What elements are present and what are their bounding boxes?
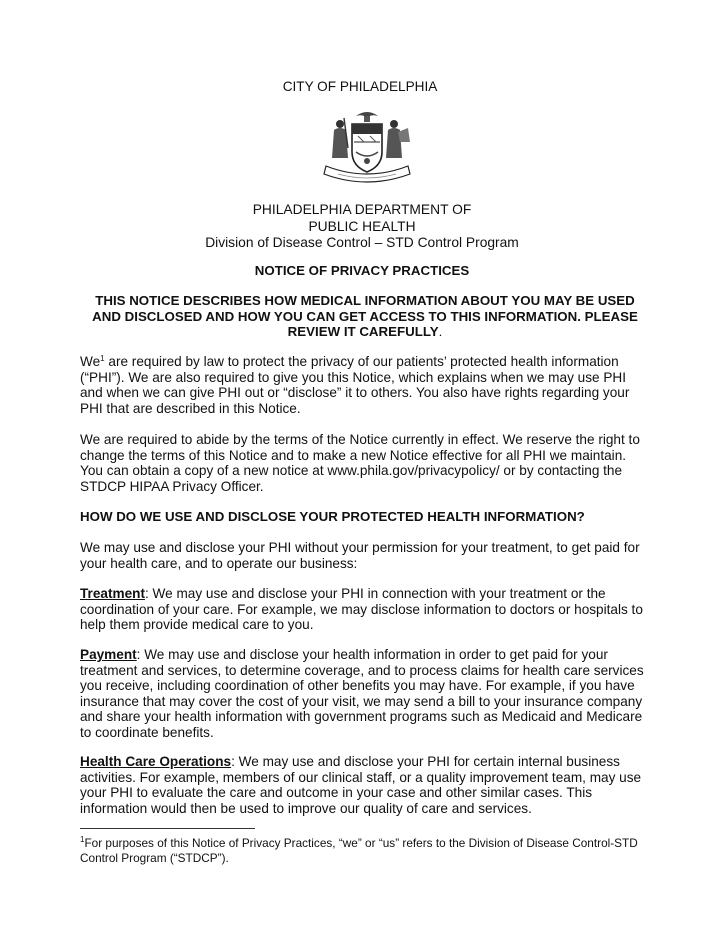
footnote-mark: 1: [80, 835, 85, 844]
section-heading: HOW DO WE USE AND DISCLOSE YOUR PROTECTED HEALTH INFORMATION?: [80, 509, 585, 524]
footnote-reference: 1: [100, 354, 105, 363]
intro-paragraph: [80, 354, 650, 416]
terms-paragraph: We are required to abide by the terms of the Notice currently in effect. We reserve the right to change the terms of this Notice and to make a new Notice effective for all PHI we maintain. You can obtain a copy of a new notice at www.phila.gov/privacypolicy/ or by contacting the STDCP HIPAA Privacy Officer.: [80, 432, 640, 494]
city-seal-icon: [318, 108, 416, 190]
department-line-1: PHILADELPHIA DEPARTMENT OF: [252, 202, 472, 217]
intro-we: We: [80, 354, 101, 369]
operations-label: Health Care Operations: [80, 754, 232, 769]
payment-label: Payment: [80, 647, 137, 662]
payment-text: : We may use and disclose your health information in order to get paid for your treatment and services, to determine coverage, and to process claims for health care services you receive, including coordination of other benefits you may have. For example, if you have insurance that may cover the cost of your visit, we may send a bill to your insurance company and share your health information with government programs such as Medicaid and Medicare to coordinate benefits.: [80, 647, 644, 740]
footnote-text: For purposes of this Notice of Privacy Practices, “we” or “us” refers to the Division of Disease Control-STD Control Program (“STDCP”).: [80, 836, 638, 865]
division-name: Division of Disease Control – STD Control Program: [205, 235, 519, 250]
city-name: CITY OF PHILADELPHIA: [282, 79, 438, 94]
intro-text: are required by law to protect the privacy of our patients’ protected health information (“PHI”). We are also required to give you this Notice, which explains when we may use PHI and when we can give PHI out or “disclose” it to others. You also have rights regarding your PHI that are described in this Notice.: [80, 354, 630, 416]
operations-text: : We may use and disclose your PHI for certain internal business activities. For example, members of our clinical staff, or a quality improvement team, may use your PHI to evaluate the care and outcome in your case and other similar cases. This information would then be used to improve our quality of care and services.: [80, 754, 642, 816]
treatment-text: : We may use and disclose your PHI in connection with your treatment or the coordination of your care. For example, we may disclose information to doctors or hospitals to help them provide medical care to you.: [80, 586, 643, 633]
department-line-2: PUBLIC HEALTH: [308, 218, 416, 234]
footnote: [80, 836, 650, 865]
treatment-label: Treatment: [80, 586, 145, 601]
warning-text: THIS NOTICE DESCRIBES HOW MEDICAL INFORMATION ABOUT YOU MAY BE USED AND DISCLOSED AND HOW YOU CAN GET ACCESS TO THIS INFORMATION. PLEASE REVIEW IT CAREFULLY: [92, 293, 638, 340]
warning-period: .: [438, 324, 443, 340]
operations-paragraph: [80, 754, 650, 816]
uses-intro-paragraph: We may use and disclose your PHI without your permission for your treatment, to get paid for your health care, and to operate our business:: [80, 540, 640, 571]
department-block: [0, 202, 720, 252]
notice-warning: [80, 293, 650, 340]
footnote-divider: [80, 828, 255, 829]
payment-paragraph: [80, 647, 650, 741]
notice-title: NOTICE OF PRIVACY PRACTICES: [254, 263, 470, 278]
treatment-paragraph: [80, 586, 650, 633]
